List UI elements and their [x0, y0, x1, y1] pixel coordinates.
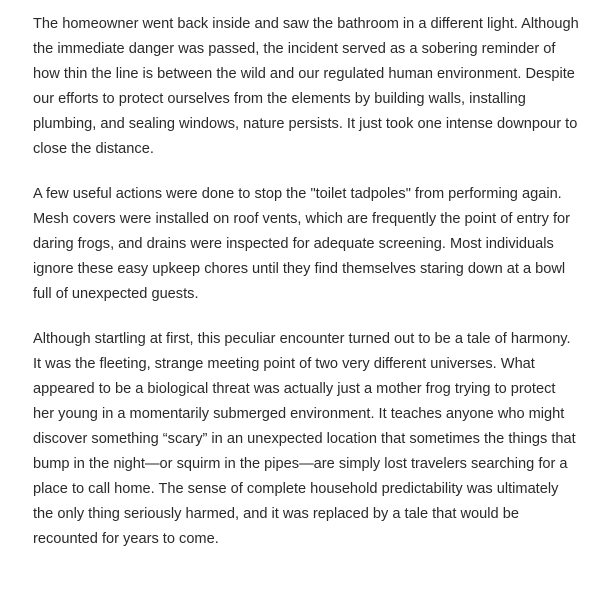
- article-body: [33, 12, 579, 572]
- paragraph-aftermath: The homeowner went back inside and saw the bathroom in a different light. Although the immediate danger was passed, the incident served as a sobering reminder of how thin the line is between the wild and our regulated human environment. Despite our efforts to protect ourselves from the elements by building walls, installing plumbing, and sealing windows, nature persists. It just took one intense downpour to close the distance.: [33, 16, 579, 157]
- paragraph-conclusion: Although startling at first, this peculiar encounter turned out to be a tale of harmony. It was the fleeting, strange meeting point of two very different universes. What appeared to be a biological threat was actually just a mother frog trying to protect her young in a momentarily submerged environment. It teaches anyone who might discover something “scary” in an unexpected location that sometimes the things that bump in the night—or squirm in the pipes—are simply lost travelers searching for a place to call home. The sense of complete household predictability was ultimately the only thing seriously harmed, and it was replaced by a tale that would be recounted for years to come.: [33, 331, 576, 547]
- paragraph-prevention: A few useful actions were done to stop the "toilet tadpoles" from performing again. Mesh covers were installed on roof vents, which are frequently the point of entry for daring frogs, and drains were inspected for adequate screening. Most individuals ignore these easy upkeep chores until they find themselves staring down at a bowl full of unexpected guests.: [33, 186, 570, 302]
